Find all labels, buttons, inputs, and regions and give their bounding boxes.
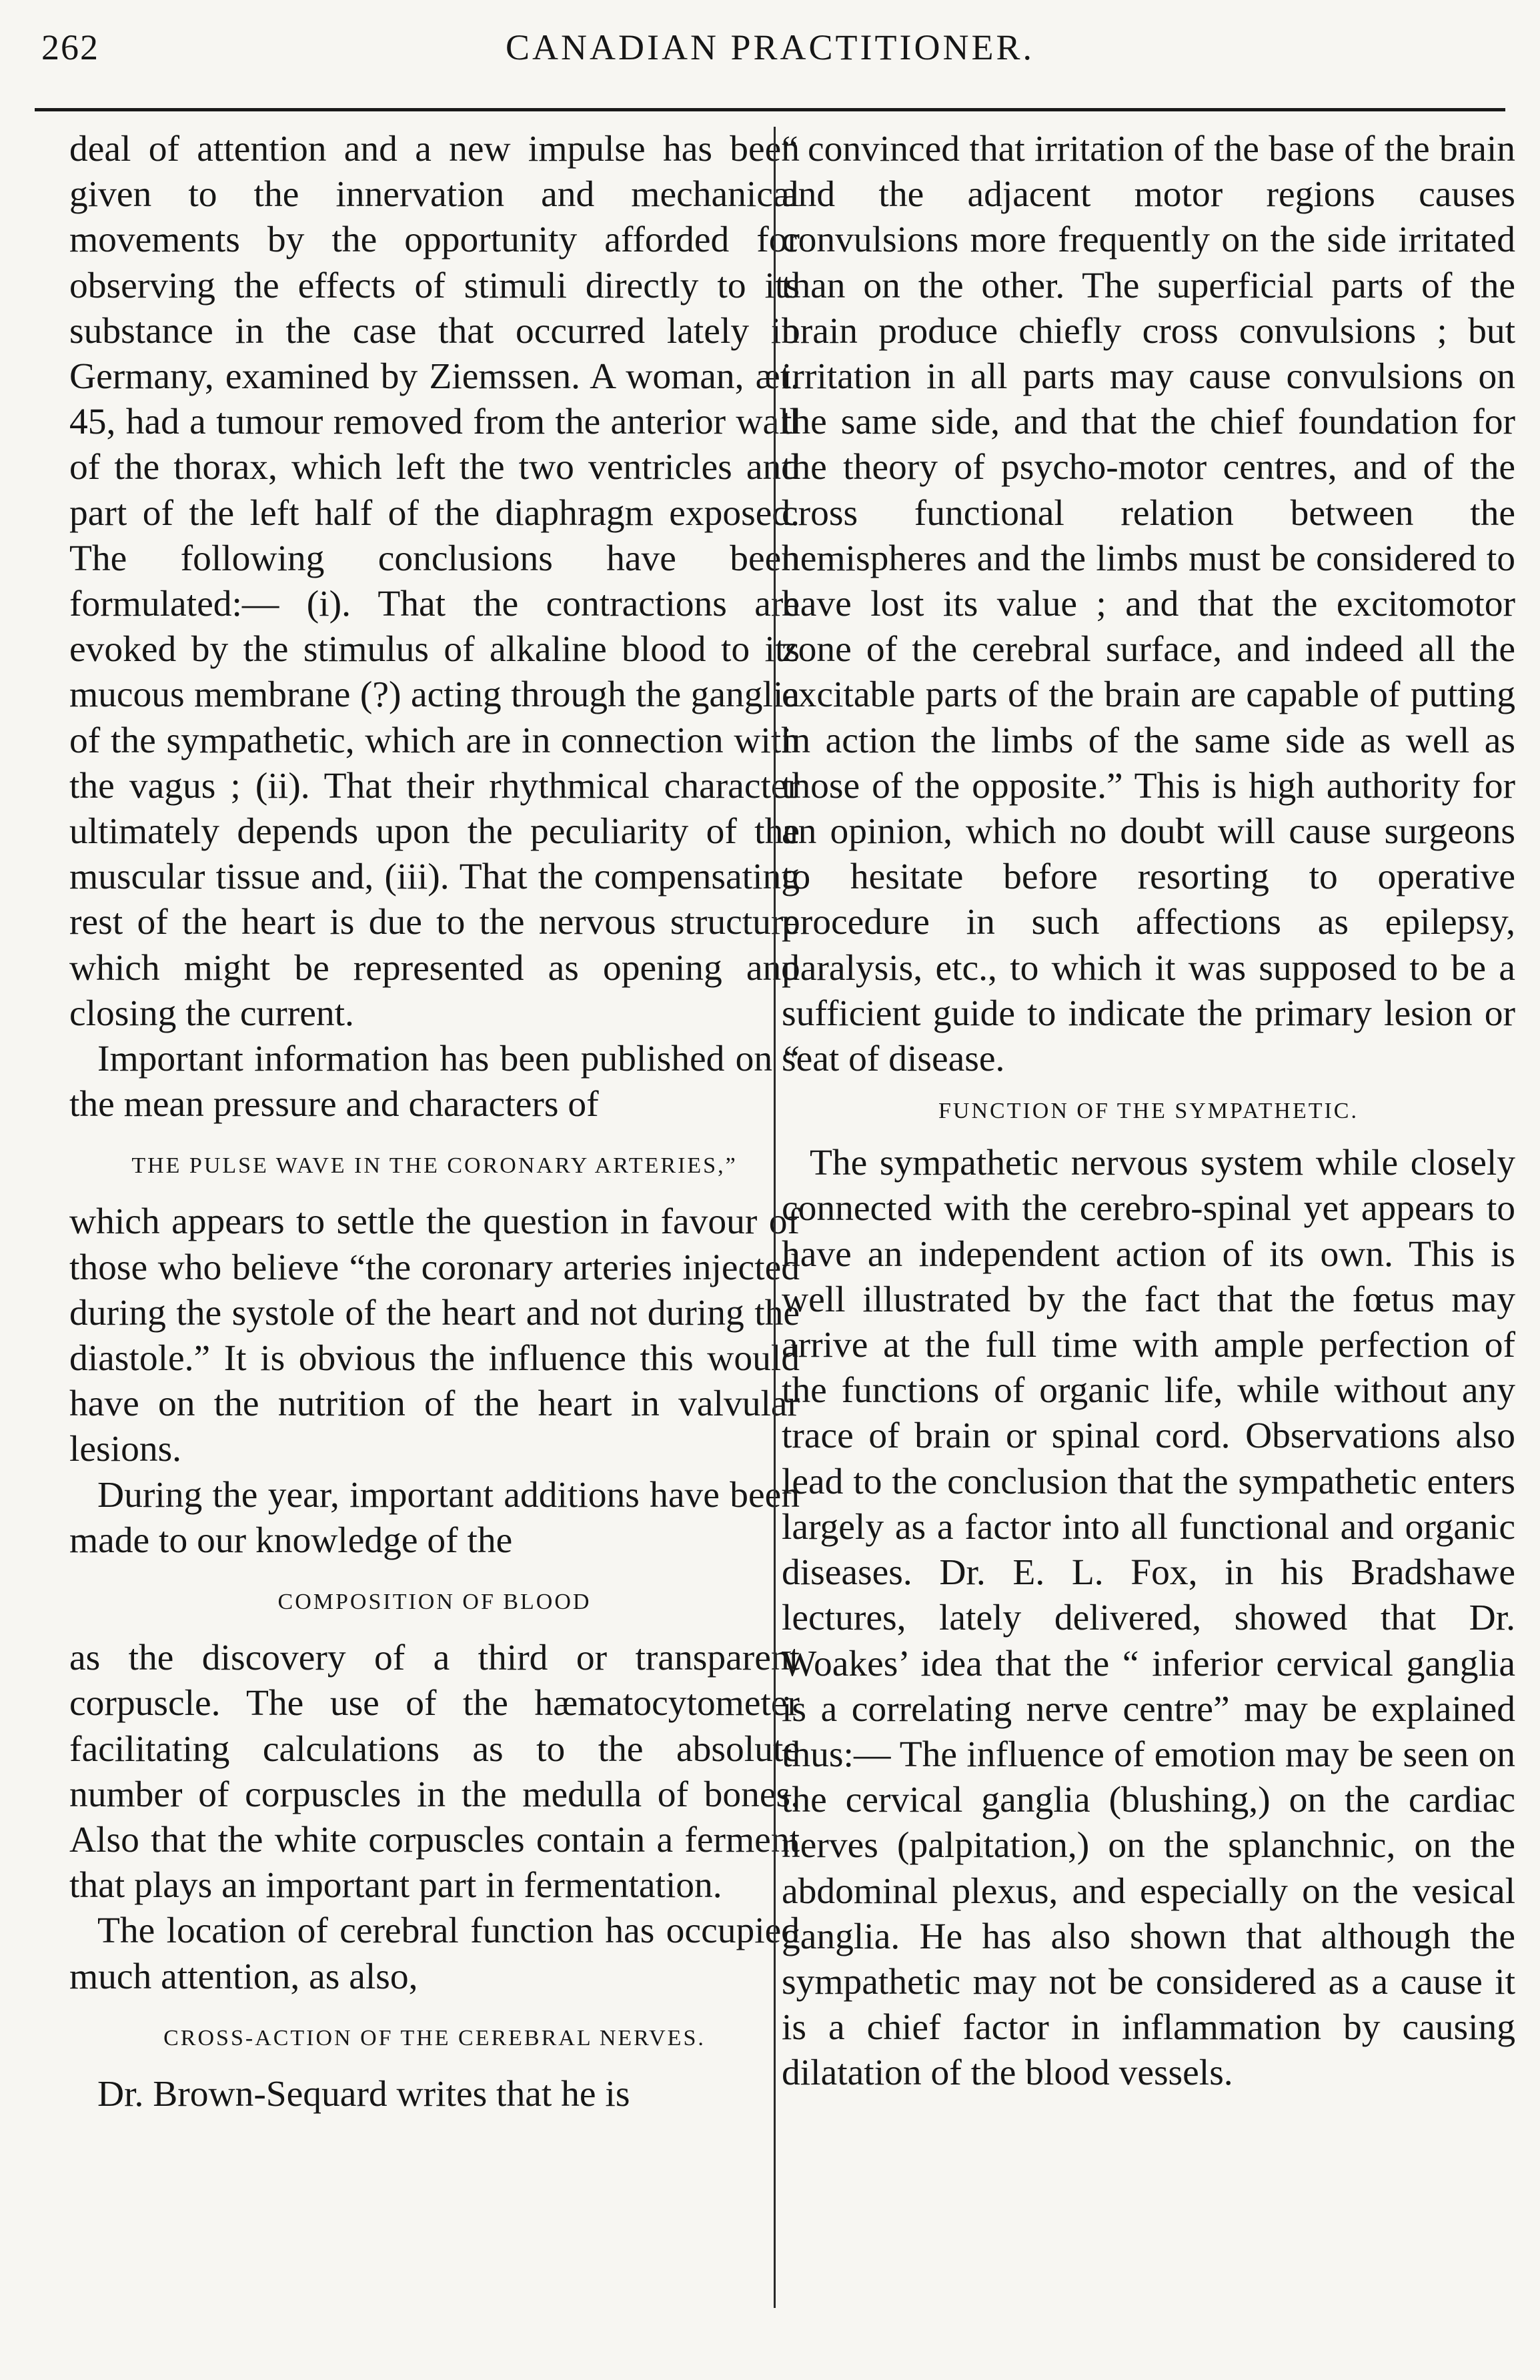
paragraph: which appears to settle the question in favour of those who believe “the coronary arteries injected during the systole of the heart and not during the diastole.” It is obvious the influence this would have on the nutrition of the heart in valvular lesions.: [69, 1201, 800, 1470]
paragraph: “ convinced that irritation of the base of the brain and the adjacent motor regions causes convulsions more frequently on the side irritated than on the other. The superficial parts of the brain produce chiefly cross convulsions ; but irritation in all parts may cause convulsions on the same side, and that the chief foundation for the theory of psycho-motor centres, and of the cross functional relation between the hemispheres and the limbs must be considered to have lost its value ; and that the excitomotor zone of the cerebral surface, and indeed all the excitable parts of the brain are capable of putting in action the limbs of the same side as well as those of the opposite.” This is high authority for an opinion, which no doubt will cause surgeons to hesitate before resorting to operative procedure in such affections as epilepsy, paralysis, etc., to which it was supposed to be a sufficient guide to indicate the primary lesion or seat of disease.: [782, 129, 1515, 1080]
section-heading: THE PULSE WAVE IN THE CORONARY ARTERIES,”: [131, 1153, 738, 1179]
paragraph: The location of cerebral function has occupied much attention, as also,: [69, 1910, 800, 1997]
paragraph: deal of attention and a new impulse has been given to the innervation and mechanical movements by the opportunity afforded for observing the effects of stimuli directly to its substance in the case that occurred lately in Germany, examined by Ziemssen. A woman, æt. 45, had a tumour removed from the anterior wall of the thorax, which left the two ventricles and part of the left half of the diaphragm exposed. The following conclusions have been formulated:— (i). That the contractions are evoked by the stimulus of alkaline blood to its mucous membrane (?) acting through the ganglia of the sympathetic, which are in connection with the vagus ; (ii). That their rhythmical character ultimately depends upon the peculiarity of the muscular tissue and, (iii). That the compensating rest of the heart is due to the nervous structure which might be represented as opening and closing the current.: [69, 129, 800, 1034]
paragraph: The sympathetic nervous system while closely connected with the cerebro-spinal yet appears to have an independent action of its own. This is well illustrated by the fact that the fœtus may arrive at the full time with ample perfection of the functions of organic life, while without any trace of brain or spinal cord. Observations also lead to the conclusion that the sympathetic enters largely as a factor into all functional and organic diseases. Dr. E. L. Fox, in his Bradshawe lectures, lately delivered, showed that Dr. Woakes’ idea that the “ inferior cervical ganglia is a correlating nerve centre” may be explained thus:— The influence of emotion may be seen on the cervical ganglia (blushing,) on the cardiac nerves (palpitation,) on the splanchnic, on the abdominal plexus, and especially on the vesical ganglia. He has also shown that although the sympathetic may not be considered as a cause it is a chief factor in inflammation by causing dilatation of the blood vessels.: [782, 1143, 1515, 2094]
paragraph: During the year, important additions have been made to our knowledge of the: [69, 1474, 800, 1561]
section-heading: CROSS-ACTION OF THE CEREBRAL NERVES.: [163, 2025, 706, 2050]
running-head: CANADIAN PRACTITIONER.: [506, 27, 1034, 67]
header-rule: [35, 108, 1505, 111]
right-column: [782, 127, 1515, 2097]
left-column: [69, 127, 800, 2117]
section-heading: COMPOSITION OF BLOOD: [277, 1590, 592, 1615]
column-divider: [774, 127, 776, 2308]
page-number: 262: [41, 27, 99, 67]
paragraph: Important information has been published on “ the mean pressure and characters of: [69, 1039, 800, 1125]
paragraph: Dr. Brown-Sequard writes that he is: [97, 2073, 630, 2115]
section-heading: FUNCTION OF THE SYMPATHETIC.: [938, 1099, 1359, 1124]
paragraph: as the discovery of a third or transparent corpuscle. The use of the hæmatocytometer facilitating calculations as to the absolute number of corpuscles in the medulla of bones. Also that the white corpuscles contain a ferment that plays an important part in fermentation.: [69, 1638, 800, 1906]
